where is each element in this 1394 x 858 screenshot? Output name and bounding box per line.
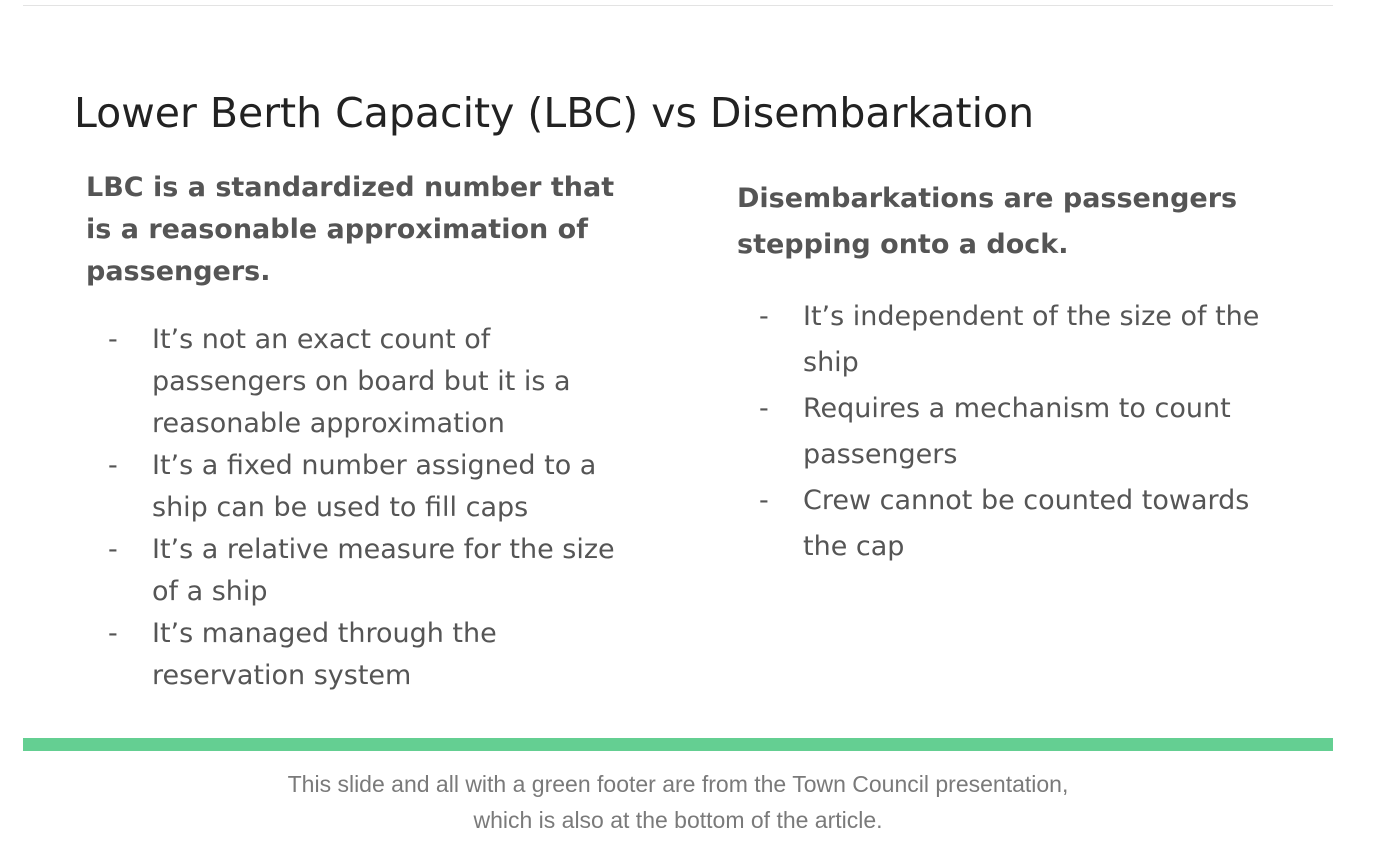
bullet-dash: - — [108, 618, 118, 649]
caption-line: This slide and all with a green footer are from the Town Council presentation, — [287, 771, 1069, 797]
right-column — [737, 176, 1297, 570]
green-footer-bar — [23, 738, 1333, 751]
slide-title: Lower Berth Capacity (LBC) vs Disembarkation — [74, 89, 1035, 137]
left-bullet-list — [86, 319, 646, 697]
bullet-dash: - — [759, 485, 769, 516]
list-item — [86, 319, 632, 445]
bullet-text: It’s independent of the size of the ship — [803, 301, 1260, 378]
top-divider — [23, 5, 1333, 6]
bullet-dash: - — [759, 301, 769, 332]
list-item — [86, 529, 632, 613]
right-column-heading: Disembarkations are passengers stepping onto a dock. — [737, 183, 1238, 260]
bullet-text: Requires a mechanism to count passengers — [803, 393, 1231, 470]
list-item — [737, 294, 1273, 386]
list-item — [737, 386, 1273, 478]
list-item — [737, 478, 1273, 570]
bullet-text: It’s a fixed number assigned to a ship can be used to fill caps — [152, 450, 597, 523]
bullet-dash: - — [108, 324, 118, 355]
bullet-text: It’s a relative measure for the size of a ship — [152, 534, 615, 607]
bullet-dash: - — [759, 393, 769, 424]
right-bullet-list — [737, 294, 1297, 570]
caption-line: which is also at the bottom of the article. — [473, 807, 883, 833]
left-column-heading: LBC is a standardized number that is a reasonable approximation of passengers. — [86, 172, 615, 287]
list-item — [86, 445, 632, 529]
bullet-text: It’s not an exact count of passengers on board but it is a reasonable approximation — [152, 324, 571, 439]
bullet-text: It’s managed through the reservation system — [152, 618, 497, 691]
bullet-dash: - — [108, 534, 118, 565]
list-item — [86, 613, 632, 697]
bullet-text: Crew cannot be counted towards the cap — [803, 485, 1250, 562]
left-column — [86, 167, 646, 697]
image-caption — [0, 766, 1356, 838]
bullet-dash: - — [108, 450, 118, 481]
